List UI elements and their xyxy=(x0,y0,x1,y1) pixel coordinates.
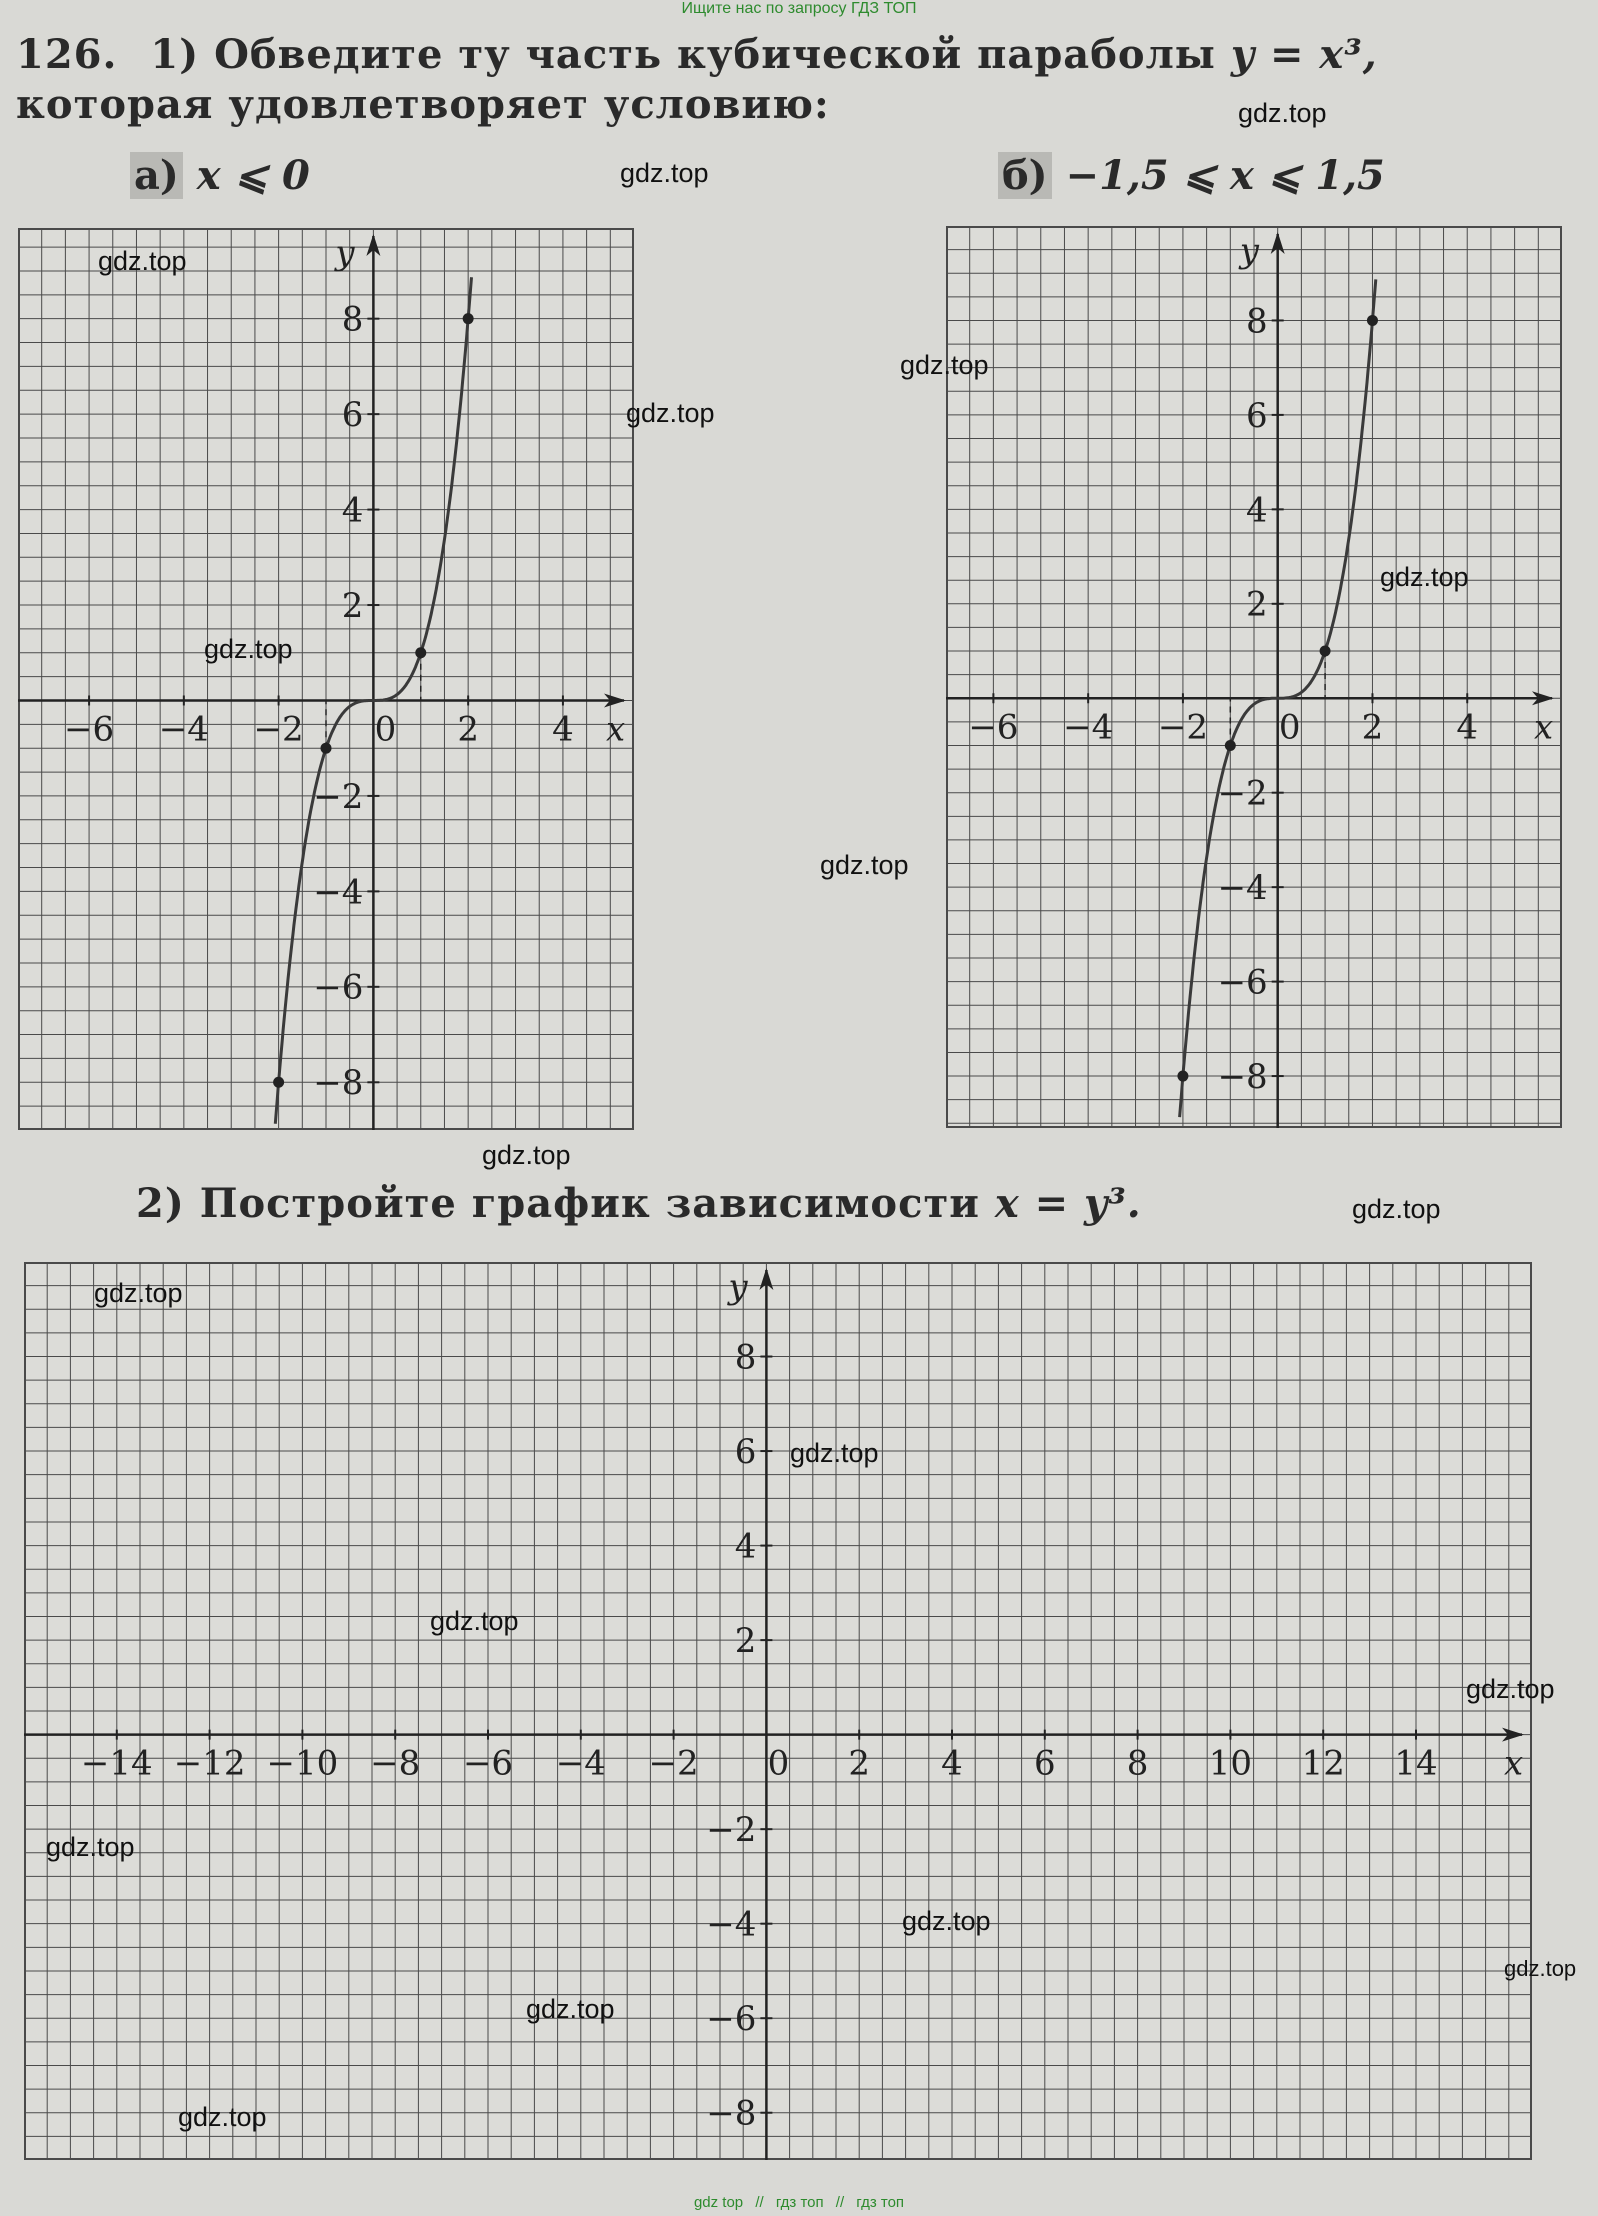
x-tick-label: 0 xyxy=(1278,707,1301,748)
x-tick-label: 4 xyxy=(941,1743,963,1784)
data-point xyxy=(1320,646,1331,657)
watermark: gdz.top xyxy=(900,350,989,380)
x-tick-label: 12 xyxy=(1301,1743,1345,1784)
bottom-banner-sep: // xyxy=(755,2194,764,2211)
watermark: gdz.top xyxy=(1466,1674,1555,1704)
y-tick-label: −8 xyxy=(313,1063,364,1104)
y-tick-label: −6 xyxy=(1217,962,1268,1003)
x-axis-label: x xyxy=(1504,1743,1524,1784)
x-tick-label: −12 xyxy=(173,1743,246,1784)
sub-a-condition: x ⩽ 0 xyxy=(196,152,310,199)
y-tick-label: −6 xyxy=(313,967,364,1008)
x-tick-label: −4 xyxy=(555,1743,606,1784)
top-banner[interactable]: Ищите нас по запросу ГДЗ ТОП xyxy=(681,0,917,17)
bottom-banner-sep: // xyxy=(835,2194,845,2211)
part1-text-before: Обведите ту часть кубической параболы xyxy=(214,31,1216,78)
watermark: gdz.top xyxy=(482,1140,571,1170)
data-point xyxy=(321,743,332,754)
watermark: gdz.top xyxy=(98,246,187,276)
watermark: gdz.top xyxy=(790,1438,879,1468)
part2-text: Постройте график зависимости xyxy=(199,1180,980,1227)
sub-a-label: а) xyxy=(130,152,183,199)
chart-a xyxy=(18,228,634,1130)
x-tick-label: 4 xyxy=(552,709,574,750)
chart-c xyxy=(24,1262,1532,2160)
x-tick-label: −6 xyxy=(968,707,1019,748)
chart-b xyxy=(946,226,1562,1128)
x-tick-label: 14 xyxy=(1394,1743,1438,1784)
bottom-banner-part[interactable]: gdz top xyxy=(693,2194,744,2211)
watermark: gdz.top xyxy=(46,1832,135,1862)
x-tick-label: 2 xyxy=(457,709,479,750)
watermark: gdz.top xyxy=(820,850,909,880)
y-tick-label: −4 xyxy=(1217,868,1268,909)
y-tick-label: −8 xyxy=(1217,1056,1268,1097)
bottom-banner-part[interactable]: гдз топ xyxy=(856,2194,905,2211)
x-tick-label: −8 xyxy=(370,1743,421,1784)
task-number: 126. xyxy=(16,31,118,78)
y-tick-label: −2 xyxy=(313,776,364,817)
y-tick-label: −2 xyxy=(706,1810,757,1851)
y-tick-label: 8 xyxy=(734,1337,757,1378)
x-tick-label: −4 xyxy=(1063,707,1114,748)
part2-label: 2) xyxy=(136,1180,185,1227)
x-tick-label: −6 xyxy=(64,709,115,750)
y-axis-label: y xyxy=(728,1267,748,1307)
sub-b-label: б) xyxy=(998,152,1052,199)
x-tick-label: 2 xyxy=(848,1743,871,1784)
watermark: gdz.top xyxy=(1238,98,1327,128)
x-tick-label: −4 xyxy=(158,709,209,750)
x-tick-label: 6 xyxy=(1033,1743,1056,1784)
watermark: gdz.top xyxy=(620,158,709,188)
watermark: gdz.top xyxy=(1380,562,1469,592)
x-tick-label: 0 xyxy=(767,1743,790,1784)
data-point xyxy=(1177,1071,1188,1082)
y-tick-label: 4 xyxy=(1246,490,1268,531)
y-tick-label: −8 xyxy=(706,2093,757,2134)
y-tick-label: −2 xyxy=(1217,773,1268,814)
data-point xyxy=(1225,740,1236,751)
data-point xyxy=(273,1077,284,1088)
x-axis-label: x xyxy=(1534,707,1554,748)
data-point xyxy=(1367,315,1378,326)
part2-heading xyxy=(136,1180,1142,1227)
x-tick-label: 10 xyxy=(1208,1743,1253,1784)
watermark: gdz.top xyxy=(526,1994,615,2024)
x-tick-label: 0 xyxy=(374,709,397,750)
y-tick-label: 6 xyxy=(1246,395,1268,436)
sub-a-heading xyxy=(130,152,310,199)
watermark: gdz.top xyxy=(178,2102,267,2132)
sub-b-condition: −1,5 ⩽ x ⩽ 1,5 xyxy=(1065,152,1385,199)
y-tick-label: 2 xyxy=(1246,584,1268,625)
x-tick-label: −10 xyxy=(266,1743,339,1784)
y-tick-label: 6 xyxy=(341,395,364,436)
y-tick-label: 4 xyxy=(341,490,364,531)
y-tick-label: −4 xyxy=(706,1904,757,1945)
y-tick-label: 4 xyxy=(734,1526,757,1567)
x-tick-label: −6 xyxy=(462,1743,514,1784)
y-tick-label: −6 xyxy=(706,1999,757,2040)
y-tick-label: 8 xyxy=(1246,301,1268,342)
part1-label: 1) xyxy=(150,31,200,78)
watermark: gdz.top xyxy=(430,1606,519,1636)
y-tick-label: 8 xyxy=(341,299,364,340)
part1-formula: y = x³, xyxy=(1230,31,1378,78)
y-axis-label: y xyxy=(335,233,355,273)
x-axis-label: x xyxy=(606,709,626,750)
y-tick-label: −4 xyxy=(313,872,364,913)
watermark: gdz.top xyxy=(204,634,293,664)
watermark: gdz.top xyxy=(94,1278,183,1308)
y-tick-label: 2 xyxy=(341,585,364,626)
x-tick-label: −2 xyxy=(648,1743,699,1784)
sub-b-heading xyxy=(998,152,1385,199)
bottom-banner[interactable] xyxy=(0,2194,1598,2211)
data-point xyxy=(463,313,474,324)
y-tick-label: 6 xyxy=(734,1431,757,1472)
data-point xyxy=(415,647,426,658)
x-tick-label: −2 xyxy=(253,709,304,750)
part2-formula: x = y³. xyxy=(994,1180,1142,1227)
y-axis-label: y xyxy=(1239,231,1259,271)
x-tick-label: 2 xyxy=(1361,707,1384,748)
task-heading xyxy=(16,30,1586,130)
part1-text-after: которая удовлетворяет условию: xyxy=(16,81,830,128)
x-tick-label: −2 xyxy=(1157,707,1208,748)
bottom-banner-part[interactable]: гдз топ xyxy=(775,2194,824,2211)
watermark: gdz.top xyxy=(1352,1194,1441,1224)
watermark: gdz.top xyxy=(902,1906,991,1936)
x-tick-label: 8 xyxy=(1126,1743,1149,1784)
x-tick-label: −14 xyxy=(80,1743,153,1784)
x-tick-label: 4 xyxy=(1456,707,1479,748)
y-tick-label: 2 xyxy=(734,1621,757,1662)
watermark: gdz.top xyxy=(626,398,715,428)
watermark: gdz.top xyxy=(1504,1956,1577,1981)
